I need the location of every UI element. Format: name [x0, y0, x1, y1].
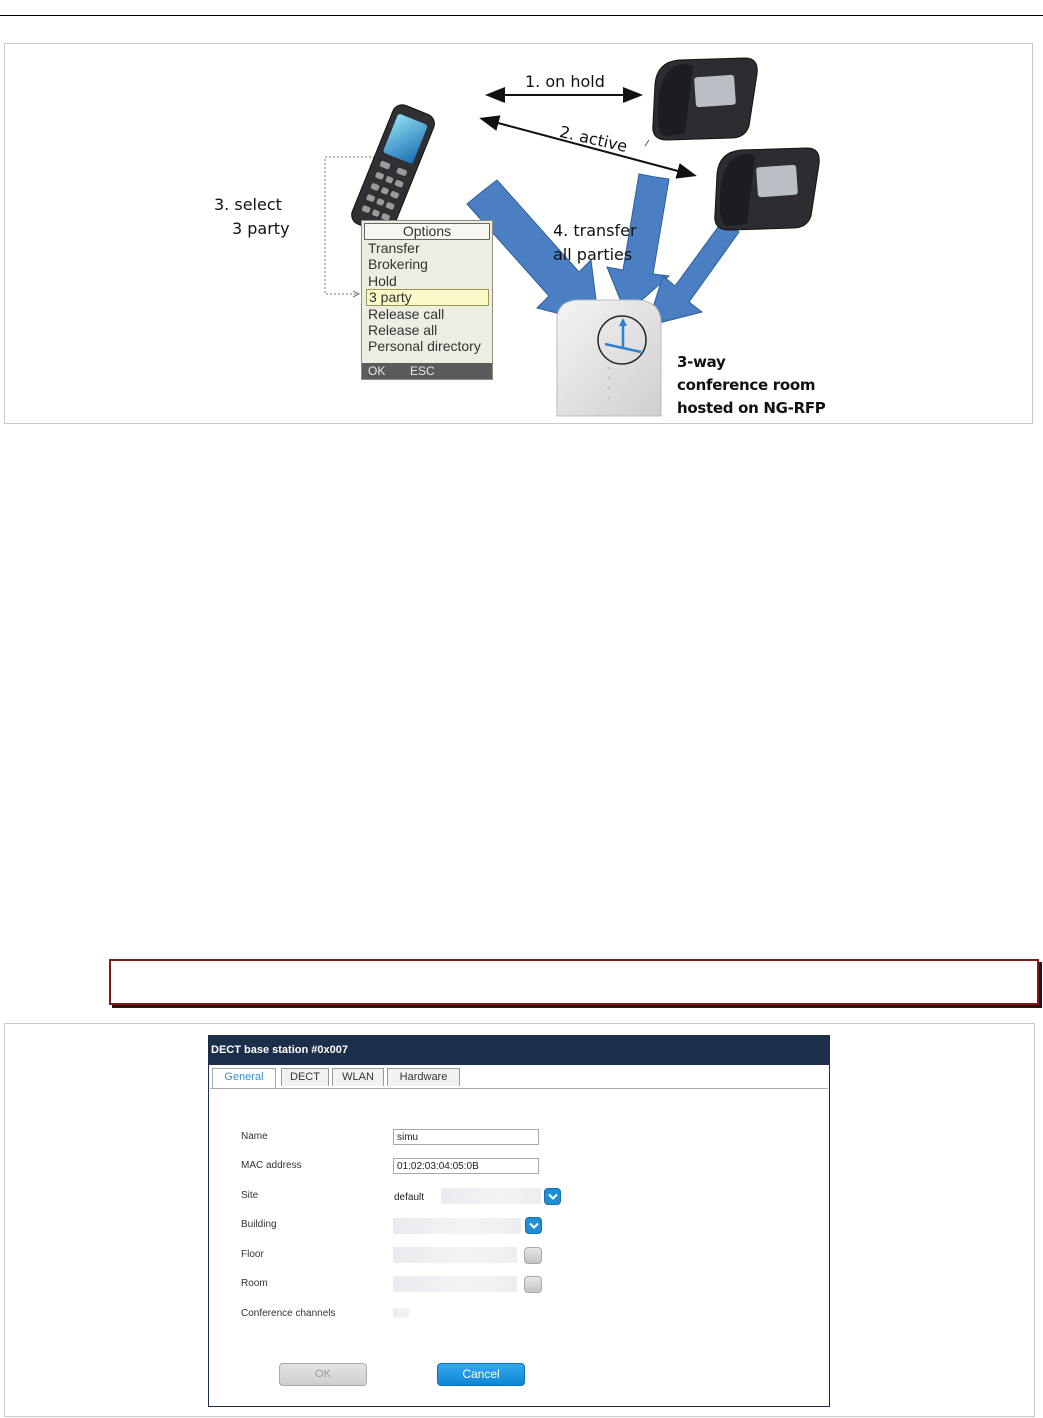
three-party-conference-figure [4, 43, 1033, 424]
site-select[interactable] [441, 1188, 541, 1204]
site-label: Site [241, 1190, 259, 1201]
conference-channels-value[interactable] [393, 1308, 409, 1318]
mac-address-input[interactable] [393, 1158, 539, 1174]
softkey-esc: ESC [410, 364, 435, 378]
cancel-button[interactable]: Cancel [437, 1363, 525, 1386]
menu-item-release-call: Release call [368, 305, 445, 322]
floor-select[interactable] [393, 1247, 517, 1263]
note-callout-box [109, 959, 1039, 1005]
transfer-label-line2: all parties [553, 245, 633, 264]
dect-base-station-dialog [208, 1035, 830, 1407]
ok-button[interactable]: OK [279, 1363, 367, 1386]
floor-label: Floor [241, 1249, 264, 1260]
menu-item-release-all: Release all [368, 322, 438, 339]
room-label: Room [241, 1278, 268, 1289]
conference-label-line3: hosted on NG-RFP [677, 399, 826, 417]
active-label: 2. active [557, 122, 630, 157]
menu-item-hold: Hold [368, 272, 397, 289]
menu-item-3-party: 3 party [366, 289, 489, 306]
softkey-ok: OK [368, 364, 386, 378]
tab-divider [210, 1088, 828, 1089]
floor-dropdown-button[interactable] [524, 1247, 542, 1264]
on-hold-label: 1. on hold [525, 72, 605, 91]
transfer-label-line1: 4. transfer [553, 221, 637, 240]
tab-wlan[interactable]: WLAN [332, 1068, 384, 1086]
tab-hardware[interactable]: Hardware [387, 1068, 460, 1086]
building-dropdown-button[interactable] [525, 1217, 542, 1234]
building-select[interactable] [393, 1218, 521, 1234]
tab-dect[interactable]: DECT [281, 1068, 329, 1086]
select-label-line1: 3. select [214, 195, 282, 214]
dialog-title: DECT base station #0x007 [209, 1036, 829, 1065]
conference-label-line2: conference room [677, 376, 816, 394]
ng-rfp-base-station [557, 300, 661, 416]
site-value: default [394, 1192, 425, 1203]
chevron-down-icon [548, 1193, 558, 1201]
desk-phone-2 [715, 148, 819, 230]
select-label-line2: 3 party [232, 219, 290, 238]
name-input[interactable] [393, 1129, 539, 1145]
desk-phone-1 [645, 58, 757, 146]
room-dropdown-button[interactable] [524, 1276, 542, 1293]
mac-address-label: MAC address [241, 1160, 302, 1171]
room-select[interactable] [393, 1276, 517, 1292]
chevron-down-icon [529, 1222, 539, 1230]
transfer-arrow-phone2 [647, 219, 739, 326]
header-rule [0, 15, 1043, 16]
softkey-bar [362, 363, 492, 379]
options-menu-title: Options [364, 223, 490, 240]
menu-item-transfer: Transfer [368, 240, 420, 256]
conference-label-line1: 3-way [677, 353, 726, 371]
dect-handset [349, 102, 438, 237]
base-station-dialog-figure [4, 1023, 1035, 1417]
menu-item-brokering: Brokering [368, 256, 428, 273]
conference-room-label [677, 351, 826, 420]
conference-channels-label: Conference channels [241, 1308, 336, 1319]
site-dropdown-button[interactable] [544, 1188, 561, 1205]
figure-illustration [5, 44, 1033, 424]
building-label: Building [241, 1219, 277, 1230]
name-label: Name [241, 1131, 268, 1142]
menu-item-personal-directory: Personal directory [368, 338, 481, 355]
handset-options-menu [361, 220, 493, 380]
tab-general[interactable]: General [212, 1068, 276, 1088]
